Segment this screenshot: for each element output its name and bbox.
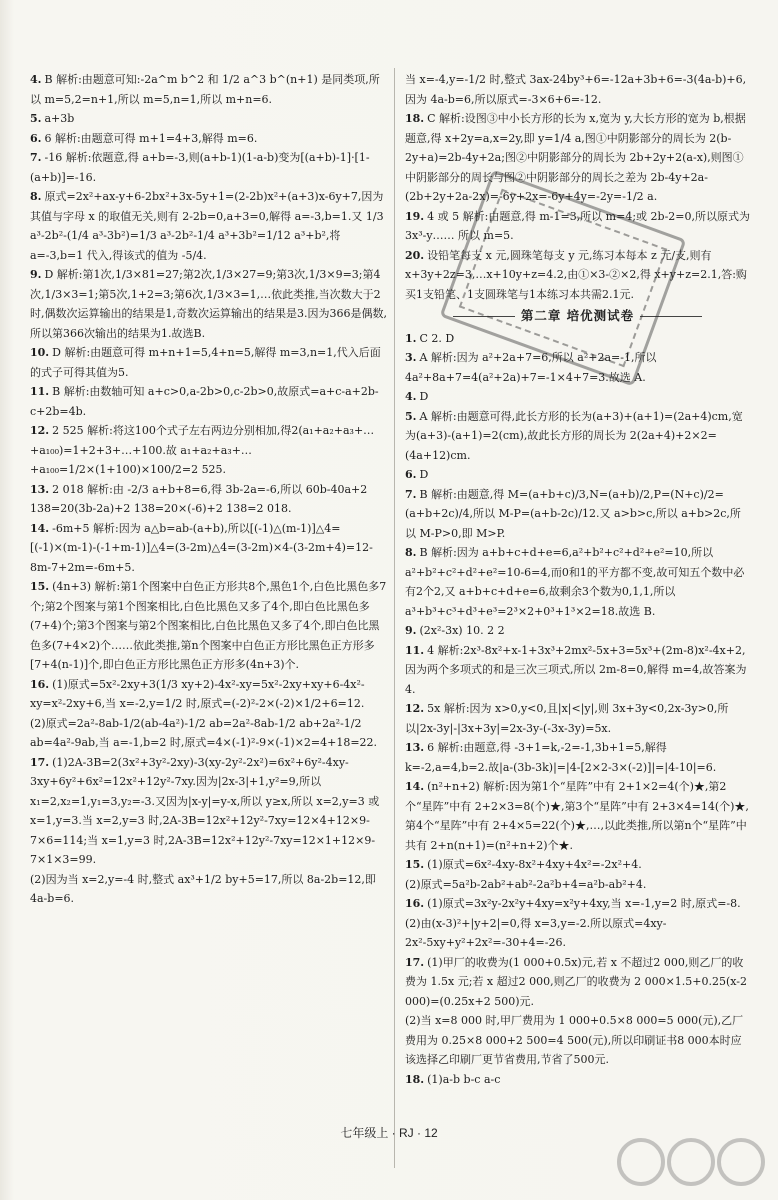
answer-text: D 解析:由题意可得 m+n+1=5,4+n=5,解得 m=3,n=1,代入后面的式子可得其值为5. — [30, 346, 381, 379]
answer-text: 2 018 解析:由 -2/3 a+b+8=6,得 3b-2a=-6,所以 60b-40a+2 138=20(3b-2a)+2 138=20×(-6)+2 138=2 018. — [30, 482, 368, 515]
answer-item — [30, 70, 390, 109]
answer-number: 8. — [405, 546, 417, 559]
answer-number: 11. — [30, 385, 50, 398]
answer-text: (1)原式=3x²y-2x²y+4xy=x²y+4xy,当 x=-1,y=2 时,原式=-8. — [427, 897, 741, 910]
answer-number: 10. — [30, 346, 50, 359]
right-bottom-answers — [405, 329, 750, 1090]
answer-item — [405, 777, 750, 855]
answer-item — [30, 675, 390, 714]
answer-item — [405, 875, 750, 895]
answer-text: (1)原式=6x²-4xy-8x²+4xy+4x²=-2x²+4. — [427, 858, 642, 871]
answer-number: 3. — [405, 351, 417, 364]
answer-number: 5. — [30, 112, 42, 125]
answer-number: 18. — [405, 1072, 425, 1086]
answer-item — [405, 407, 750, 466]
answer-text: (2)原式=2a²-8ab-1/2(ab-4a²)-1/2 ab=2a²-8ab-1/2 ab+2a²-1/2 ab=4a²-9ab,当 a=-1,b=2 时,原式=4×(-1)²-9×(-1)×2=4+18=22. — [30, 716, 378, 749]
answer-text: (2)当 x=8 000 时,甲厂费用为 1 000+0.5×8 000=5 000(元),乙厂费用为 0.25×8 000+2 500=4 500(元),所以印刷证书8 000本时应该选择乙印刷厂更节省费用,节省了500元. — [405, 1014, 744, 1066]
answer-text: (2x²-3x) 10. 2 2 — [419, 624, 505, 637]
answer-text: 5x 解析:因为 x>0,y<0,且|x|<|y|,则 3x+3y<0,2x-3y>0,所以|2x-3y|-|3x+3y|=2x-3y-(-3x-3y)=5x. — [405, 702, 729, 735]
answer-text: 当 x=-4,y=-1/2 时,整式 3ax-24by³+6=-12a+3b+6=-3(4a-b)+6,因为 4a-b=6,所以原式=-3×6+6=-12. — [405, 73, 747, 106]
answer-item — [405, 855, 750, 875]
answer-text: 6 解析:由题意,得 -3+1=k,-2=-1,3b+1=5,解得 k=-2,a=4,b=2.故|a-(3b-3k)|=|4-[2×2-3×(-2)]|=|4-10|=6. — [405, 741, 717, 774]
answer-number: 15. — [405, 858, 425, 871]
answer-number: 9. — [30, 268, 42, 281]
answer-text: C 2. D — [419, 331, 455, 345]
answer-item — [30, 382, 390, 421]
answer-item — [405, 914, 750, 953]
answer-text: 2 525 解析:将这100个式子左右两边分别相加,得2(a₁+a₂+a₃+…+a₁₀₀)=1+2+3+…+100.故 a₁+a₂+a₃+…+a₁₀₀=1/2×(1+100)×100/2=2 525. — [30, 424, 375, 476]
answer-item — [405, 894, 750, 914]
answer-text: D — [419, 468, 429, 481]
answer-number: 8. — [30, 190, 42, 203]
answer-number: 18. — [405, 112, 425, 125]
answer-number: 5. — [405, 409, 417, 423]
answer-item — [30, 519, 390, 578]
answer-item — [405, 699, 750, 738]
answer-number: 20. — [405, 248, 425, 262]
answer-text: 6 解析:由题意可得 m+1=4+3,解得 m=6. — [44, 131, 258, 145]
answer-number: 12. — [30, 424, 50, 437]
answer-text: (2)由(x-3)²+|y+2|=0,得 x=3,y=-2.所以原式=4xy-2x²-5xy+y²+2x²=-30+4=-26. — [405, 916, 667, 949]
answer-number: 6. — [30, 131, 42, 145]
answer-number: 4. — [30, 73, 42, 86]
answer-text: D 解析:第1次,1/3×81=27;第2次,1/3×27=9;第3次,1/3×9=3;第4次,1/3×3=1;第5次,1+2=3;第6次,1/3×3=1,…依此类推,当次数大于2时,偶数次运算输出的结果是1,奇数次运算输出的结果是3.因为366是偶数,所以第366次输出的结果为1.故选B. — [30, 268, 387, 340]
answer-item — [405, 1011, 750, 1070]
answer-number: 13. — [30, 482, 50, 496]
answer-item — [30, 753, 390, 870]
answer-text: D — [419, 390, 429, 403]
answer-text: (4n+3) 解析:第1个图案中白色正方形共8个,黑色1个,白色比黑色多7个;第2个图案与第1个图案相比,白色比黑色又多了4个,即白色比黑色多(7+4)个;第3个图案与第2个图案相比,白色比黑色又多了4个,即白色比黑色多(7+4×2)个……依此类推,第n个图案中白色正方形比黑色正方形多[7+4(n-1)]个,即白色正方形比黑色正方形多(4n+3)个. — [30, 580, 387, 671]
answer-item — [30, 129, 390, 149]
answer-number: 1. — [405, 331, 417, 345]
answer-item — [30, 343, 390, 382]
answer-item — [405, 953, 750, 1012]
answer-item — [30, 577, 390, 675]
answer-text: (1)甲厂的收费为(1 000+0.5x)元,若 x 不超过2 000,则乙厂的收费为 1.5x 元;若 x 超过2 000,则乙厂的收费为 2 000×1.5+0.25(x-2 000)=(0.25x+2 500)元. — [405, 955, 748, 1008]
answer-item — [405, 543, 750, 621]
answer-number: 7. — [30, 151, 42, 164]
answer-text: 4 或 5 解析:由题意,得 m-1=3,所以 m=4;或 2b-2=0,所以原式为 3x³-y…… 所以 m=5. — [405, 209, 750, 242]
answer-item — [30, 714, 390, 753]
answer-item — [30, 265, 390, 343]
answer-text: B 解析:由题意,得 M=(a+b+c)/3,N=(a+b)/2,P=(N+c)/2=(a+b+2c)/4,所以 M-P=(a+b-2c)/12.又 a>b>c,所以 a+b>2c,所以 M-P>0,即 M>P. — [405, 487, 741, 540]
answer-text: C 解析:设图③中小长方形的长为 x,宽为 y,大长方形的宽为 b,根据题意,得 x+2y=a,x=2y,即 y=1/4 a,图①中阴影部分的周长为 2(b-2y+a)=2b-4y+2a;图②中阴影部分的周长为 2b+2y+2(a-x),则图①中阴影部分的周长与图②中阴影部分的周长之差为 2b-4y+2a-(2b+2y+2a-2x)=-6y+2x=-6y+4y=-2y=-1/2 a. — [405, 112, 746, 203]
section-title-text: 第二章 培优测试卷 — [520, 308, 635, 323]
answer-text: A 解析:因为 a²+2a+7=6,所以 a²+2a=-1,所以 4a²+8a+7=4(a²+2a)+7=-1×4+7=3.故选 A. — [405, 351, 657, 384]
answer-number: 4. — [405, 390, 417, 403]
left-column — [30, 70, 390, 909]
answer-text: (n²+n+2) 解析:因为第1个“星阵”中有 2+1×2=4(个)★,第2个“星阵”中有 2+2×3=8(个)★,第3个“星阵”中有 2+3×4=14(个)★,第4个“星阵”中有 2+4×5=22(个)★,…,以此类推,所以第n个“星阵”中共有 2+n(n+1)=(n²+n+2)个★. — [405, 780, 749, 852]
answer-text: B 解析:由题意可知:-2a^m b^2 和 1/2 a^3 b^(n+1) 是同类项,所以 m=5,2=n+1,所以 m=5,n=1,所以 m+n=6. — [30, 73, 380, 106]
answer-item — [405, 621, 750, 641]
answer-number: 13. — [405, 741, 425, 754]
answer-item — [405, 641, 750, 700]
answer-number: 17. — [405, 955, 425, 969]
answer-text: B 解析:因为 a+b+c+d+e=6,a²+b²+c²+d²+e²=10,所以 a²+b²+c²+d²+e²=10-6=4,而0和1的平方都不变,故可知五个数中必有2个2,又 a+b+c+d+e=6,故剩余3个数为0,1,1,所以 a³+b³+c³+d³+e³=2³×2+0³+1³×2=18.故选 B. — [405, 546, 745, 618]
answer-text: 4 解析:2x³-8x²+x-1+3x³+2mx²-5x+3=5x³+(2m-8)x²-4x+2,因为两个多项式的和是三次三项式,所以 2m-8=0,解得 m=4,故答案为4. — [405, 643, 747, 696]
answer-number: 7. — [405, 487, 417, 501]
answer-number: 9. — [405, 624, 417, 637]
answer-text: -16 解析:依题意,得 a+b=-3,则(a+b-1)(1-a-b)变为[(a+b)-1]·[1-(a+b)]=-16. — [30, 151, 370, 184]
page-footer: 七年级上 · RJ · 12 — [340, 1126, 438, 1140]
answer-item — [405, 1070, 750, 1090]
watermark-logo-icon — [616, 1132, 766, 1192]
answer-item — [405, 387, 750, 407]
answer-item — [405, 485, 750, 544]
answer-number: 6. — [405, 468, 417, 481]
answer-number: 19. — [405, 209, 425, 223]
answer-number: 16. — [30, 677, 50, 691]
answer-text: 设铅笔每支 x 元,圆珠笔每支 y 元,练习本每本 z 元/支,则有 x+3y+2z=3,…x+10y+z=4.2,由①×3-②×2,得 x+y+z=2.1,答:购买1支铅笔、1支圆珠笔与1本练习本共需2.1元. — [405, 248, 747, 301]
column-divider — [394, 68, 395, 1168]
answer-number: 14. — [30, 521, 50, 535]
answer-item — [30, 480, 390, 519]
answer-item — [405, 465, 750, 485]
answer-item — [30, 148, 390, 187]
answer-number: 11. — [405, 643, 425, 657]
answer-text: A 解析:由题意可得,此长方形的长为(a+3)+(a+1)=(2a+4)cm,宽为(a+3)-(a+1)=2(cm),故此长方形的周长为 2(2a+4)+2×2=(4a+12)cm. — [405, 409, 743, 462]
answer-text: a+3b — [44, 112, 75, 125]
answer-item — [30, 109, 390, 129]
answer-number: 12. — [405, 702, 425, 715]
answer-text: (2)因为当 x=2,y=-4 时,整式 ax³+1/2 by+5=17,所以 8a-2b=12,即 4a-b=6. — [30, 872, 376, 905]
answer-text: -6m+5 解析:因为 a△b=ab-(a+b),所以[(-1)△(m-1)]△4=[(-1)×(m-1)-(-1+m-1)]△4=(3-2m)△4=(3-2m)×4-(3-2m+4)=12-8m-7+2m=-6m+5. — [30, 521, 373, 574]
answer-text: (1)a-b b-c a-c — [427, 1072, 501, 1086]
answer-text: B 解析:由数轴可知 a+c>0,a-2b>0,c-2b>0,故原式=a+c-a+2b-c+2b=4b. — [30, 385, 379, 418]
answer-item — [405, 738, 750, 777]
answer-item — [30, 187, 390, 265]
answer-number: 15. — [30, 580, 50, 593]
answer-text: (1)2A-3B=2(3x²+3y²-2xy)-3(xy-2y²-2x²)=6x²+6y²-4xy-3xy+6y²+6x²=12x²+12y²-7xy.因为|2x-3|+1,y²=9,所以 x₁=2,x₂=1,y₁=3,y₂=-3.又因为|x-y|=y-x,所以 y≥x,所以 x=2,y=3 或 x=1,y=3.当 x=2,y=3 时,2A-3B=12x²+12y²-7xy=12×4+12×9-7×6=114;当 x=1,y=3 时,2A-3B=12x²+12y²-7xy=12×1+12×9-7×1×3=99. — [30, 755, 380, 866]
answer-item — [30, 870, 390, 909]
answer-item — [405, 109, 750, 207]
answer-text: (1)原式=5x²-2xy+3(1/3 xy+2)-4x²-xy=5x²-2xy+xy+6-4x²-xy=x²-2xy+6,当 x=-2,y=1/2 时,原式=(-2)²-2×(-2)×1/2+6=12. — [30, 677, 365, 710]
answer-text: 原式=2x²+ax-y+6-2bx²+3x-5y+1=(2-2b)x²+(a+3)x-6y+7,因为其值与字母 x 的取值无关,则有 2-2b=0,a+3=0,解得 a=-3,b=1.又 1/3 a³-2b²-(1/4 a³-3b²)=1/3 a³-2b²-1/4 a³+3b²=1/12 a³+b²,将 a=-3,b=1 代入,得该式的值为 -5/4. — [30, 190, 384, 262]
answer-item — [405, 70, 750, 109]
answer-number: 17. — [30, 755, 50, 769]
answer-item — [30, 421, 390, 480]
answer-text: (2)原式=5a²b-2ab²+ab²-2a²b+4=a²b-ab²+4. — [405, 877, 647, 891]
answer-number: 16. — [405, 897, 425, 910]
answer-number: 14. — [405, 780, 425, 793]
